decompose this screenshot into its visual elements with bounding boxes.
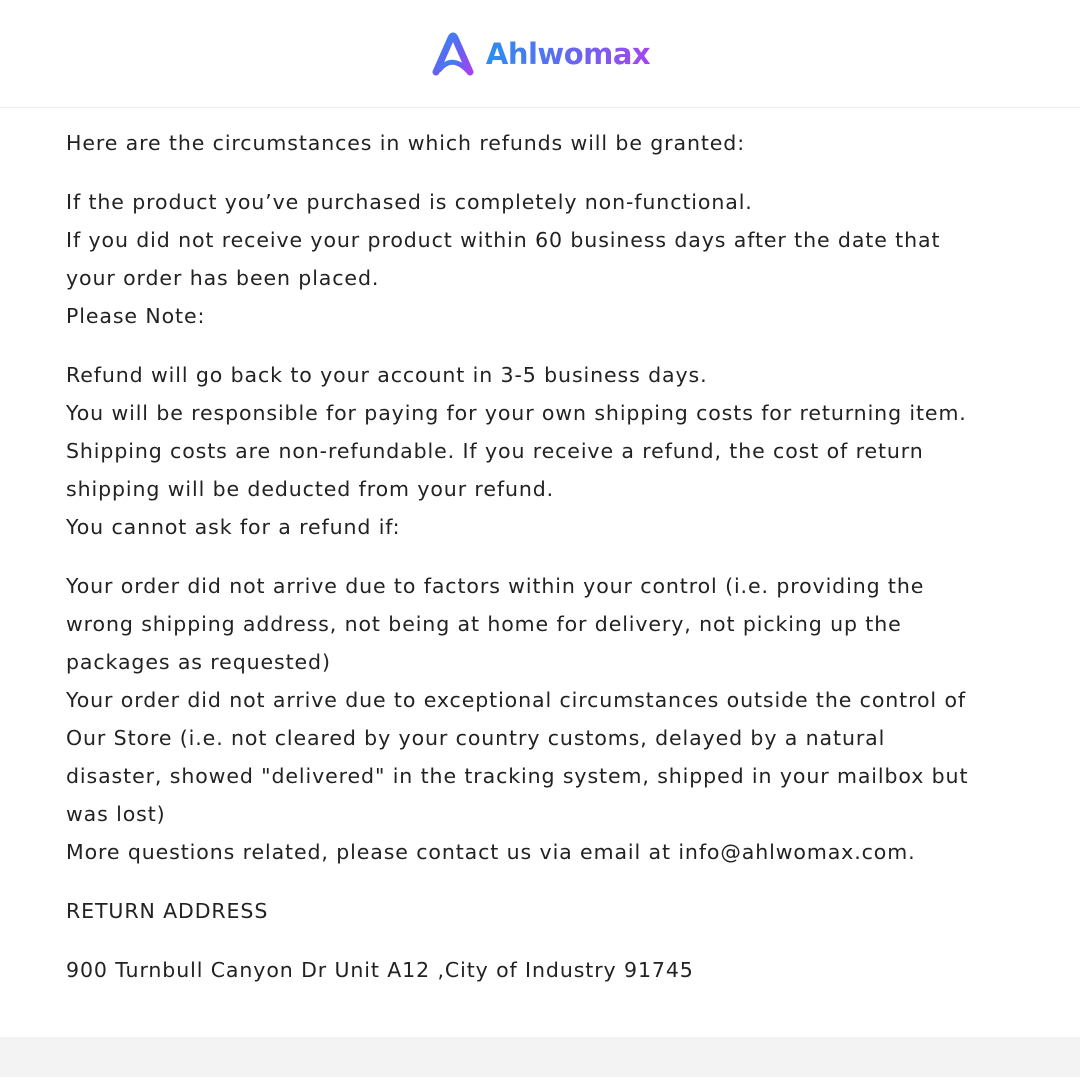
no-refund-2-line-2: Our Store (i.e. not cleared by your country customs, delayed by a natural bbox=[66, 726, 886, 750]
granted-item-2-line-1: If you did not receive your product within 60 business days after the date that bbox=[66, 228, 941, 252]
ahlwomax-a-logo-icon bbox=[430, 32, 476, 76]
brand-logo-link[interactable] bbox=[430, 32, 650, 76]
granted-item-1: If the product you’ve purchased is completely non-functional. bbox=[66, 190, 753, 214]
refund-policy-content bbox=[66, 124, 1026, 989]
no-refund-2-line-3: disaster, showed "delivered" in the tracking system, shipped in your mailbox but bbox=[66, 764, 969, 788]
return-address-heading: RETURN ADDRESS bbox=[66, 899, 269, 923]
footer-band bbox=[0, 1037, 1080, 1077]
granted-item-2-line-2: your order has been placed. bbox=[66, 266, 380, 290]
contact-text: More questions related, please contact us via email at info@ahlwomax.com. bbox=[66, 840, 916, 864]
site-header bbox=[0, 0, 1080, 108]
refund-intro: Here are the circumstances in which refunds will be granted: bbox=[66, 131, 746, 155]
note-item-3-line-2: shipping will be deducted from your refund. bbox=[66, 477, 555, 501]
no-refund-1-line-1: Your order did not arrive due to factors within your control (i.e. providing the bbox=[66, 574, 925, 598]
no-refund-heading: You cannot ask for a refund if: bbox=[66, 515, 401, 539]
return-address-value: 900 Turnbull Canyon Dr Unit A12 ,City of Industry 91745 bbox=[66, 958, 694, 982]
no-refund-1-line-3: packages as requested) bbox=[66, 650, 331, 674]
no-refund-1-line-2: wrong shipping address, not being at home for delivery, not picking up the bbox=[66, 612, 902, 636]
brand-name: Ahlwomax bbox=[485, 36, 651, 71]
no-refund-2-line-4: was lost) bbox=[66, 802, 166, 826]
note-item-3-line-1: Shipping costs are non-refundable. If you receive a refund, the cost of return bbox=[66, 439, 924, 463]
no-refund-2-line-1: Your order did not arrive due to exceptional circumstances outside the control of bbox=[66, 688, 967, 712]
note-item-1: Refund will go back to your account in 3-5 business days. bbox=[66, 363, 708, 387]
note-item-2: You will be responsible for paying for your own shipping costs for returning item. bbox=[66, 401, 967, 425]
note-heading: Please Note: bbox=[66, 304, 206, 328]
